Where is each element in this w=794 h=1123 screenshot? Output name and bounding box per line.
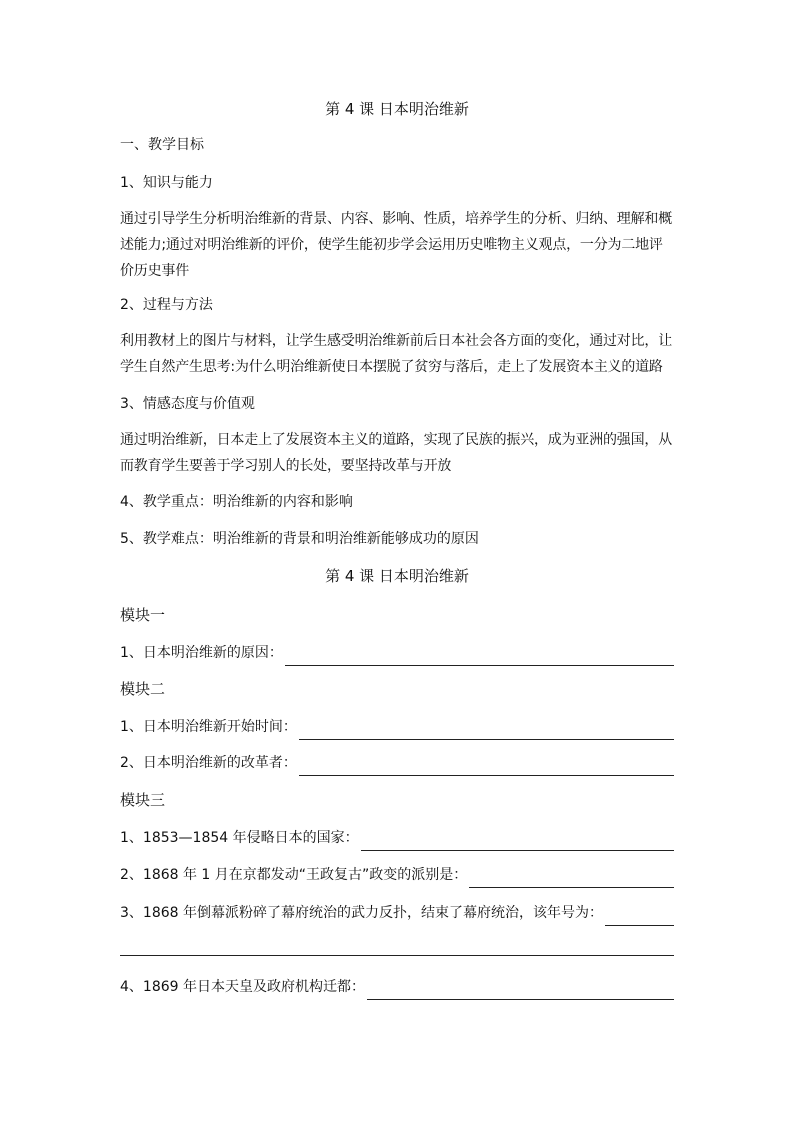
answer-blank[interactable] (367, 981, 674, 1000)
worksheet-title: 第 4 课 日本明治维新 (325, 567, 469, 585)
question-text: 1、日本明治维新的原因： (120, 645, 283, 661)
answer-blank[interactable] (299, 757, 674, 776)
process-heading: 2、过程与方法 (120, 297, 213, 313)
module3-heading: 模块三 (120, 791, 166, 809)
document-page (120, 0, 674, 1123)
module3-question-2 (120, 862, 674, 888)
module2-heading: 模块二 (120, 680, 166, 698)
module2-question-2 (120, 750, 674, 776)
difficulty-point: 5、教学难点：明治维新的背景和明治维新能够成功的原因 (120, 531, 479, 547)
lesson-title: 第 4 课 日本明治维新 (325, 100, 469, 118)
answer-blank[interactable] (299, 721, 674, 740)
question-text: 4、1869 年日本天皇及政府机构迁都： (120, 979, 365, 995)
question-text: 1、1853—1854 年侵略日本的国家： (120, 830, 359, 846)
module3-question-3 (120, 900, 674, 926)
question-text: 2、1868 年 1 月在京都发动“王政复古”政变的派别是： (120, 867, 468, 883)
module2-question-1 (120, 714, 674, 740)
answer-blank[interactable] (285, 647, 674, 666)
module1-question-1 (120, 640, 674, 666)
question-text: 3、1868 年倒幕派粉碎了幕府统治的武力反扑，结束了幕府统治，该年号为： (120, 905, 603, 921)
knowledge-text: 通过引导学生分析明治维新的背景、内容、影响、性质，培养学生的分析、归纳、理解和概述能力;通过对明治维新的评价，使学生能初步学会运用历史唯物主义观点，一分为二地评价历史事件 (120, 211, 672, 279)
emotion-heading: 3、情感态度与价值观 (120, 396, 255, 412)
question-text: 2、日本明治维新的改革者： (120, 755, 297, 771)
question-text: 1、日本明治维新开始时间： (120, 719, 297, 735)
module3-question-4 (120, 974, 674, 1000)
module1-heading: 模块一 (120, 606, 166, 624)
key-point: 4、教学重点：明治维新的内容和影响 (120, 494, 353, 510)
emotion-text: 通过明治维新，日本走上了发展资本主义的道路，实现了民族的振兴，成为亚洲的强国，从而教育学生要善于学习别人的长处，要坚持改革与开放 (120, 432, 672, 474)
knowledge-heading: 1、知识与能力 (120, 175, 213, 191)
answer-blank-continuation[interactable] (120, 955, 674, 956)
module3-question-1 (120, 825, 674, 851)
objectives-heading: 一、教学目标 (120, 137, 204, 153)
answer-blank[interactable] (469, 869, 674, 888)
answer-blank[interactable] (361, 832, 674, 851)
process-text: 利用教材上的图片与材料，让学生感受明治维新前后日本社会各方面的变化，通过对比，让学生自然产生思考:为什么明治维新使日本摆脱了贫穷与落后，走上了发展资本主义的道路 (120, 333, 672, 375)
answer-blank[interactable] (605, 907, 674, 926)
